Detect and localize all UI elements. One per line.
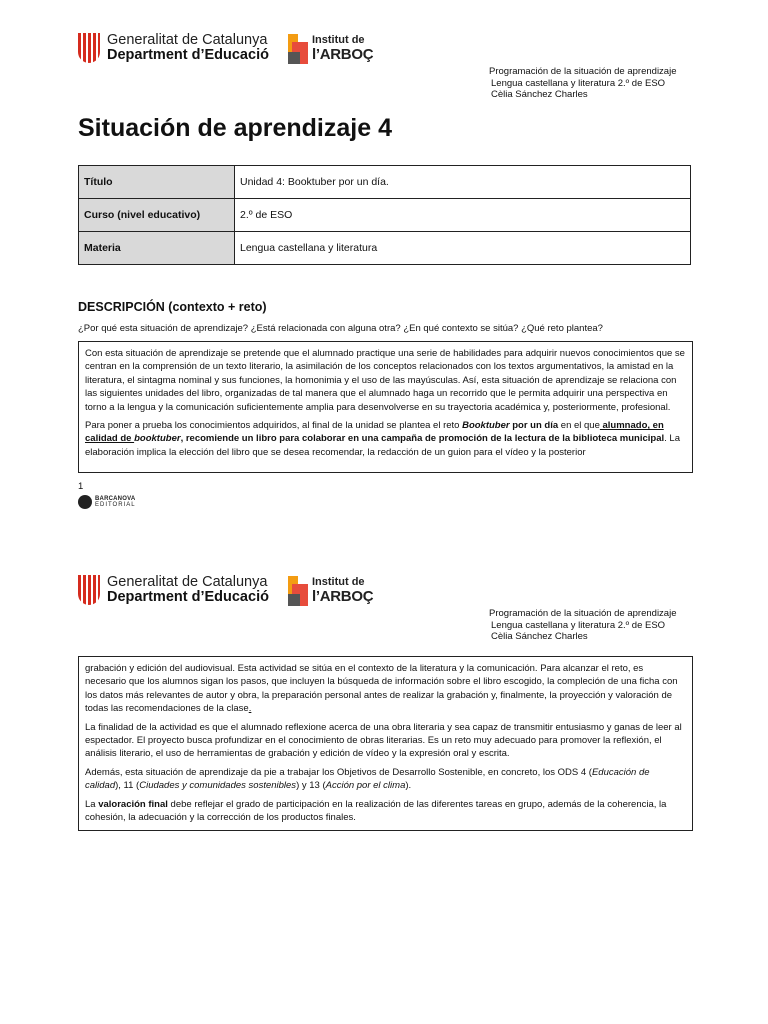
table-label: Curso (nivel educativo) <box>79 199 235 232</box>
institut-logo <box>288 34 374 66</box>
institut-name: l’ARBOÇ <box>312 588 374 605</box>
header-info-line: Programación de la situación de aprendizaje <box>489 608 677 619</box>
table-value: Unidad 4: Booktuber por un día. <box>235 166 691 199</box>
institut-label: Institut de <box>312 34 365 46</box>
table-row <box>79 166 691 199</box>
table-row <box>79 232 691 265</box>
table-label: Título <box>79 166 235 199</box>
institut-logo <box>288 576 374 608</box>
header-info <box>489 608 676 643</box>
header-info-line: Lengua castellana y literatura 2.º de ESO <box>491 77 666 89</box>
generalitat-logo <box>78 574 269 606</box>
publisher-name: BARCANOVA <box>95 495 136 502</box>
catalan-flag-icon <box>78 575 100 605</box>
description-question: ¿Por qué esta situación de aprendizaje? ¿Está relacionada con alguna otra? ¿En qué contexto se sitúa? ¿Qué reto plantea? <box>78 323 603 334</box>
description-heading: DESCRIPCIÓN (contexto + reto) <box>78 300 267 314</box>
generalitat-name: Generalitat de Catalunya <box>107 574 268 590</box>
header-info-line: Programación de la situación de aprendizaje <box>489 66 677 77</box>
paragraph: Con esta situación de aprendizaje se pretende que el alumnado practique una serie de habilidades para adquirir nuevos conocimientos que se centran en la comprensión de un texto literario, la asimilación de los conceptos relacionados con los textos argumentativos, la amistad en la literatura, el sintagma nominal y sus funciones, la homonimia y el uso de las mayúsculas. Así, esta situación de aprendizaje se relaciona con las siguientes unidades del libro, organizadas de tal manera que el alumnado haga un recorrido que le permita adquirir una perspectiva en torno a la lengua y la comunicación suficientemente amplia para desenvolverse en su trayectoria académica y, posteriormente, profesional. <box>85 348 685 413</box>
barcanova-logo <box>78 494 136 510</box>
institut-name: l’ARBOÇ <box>312 46 374 63</box>
generalitat-logo <box>78 32 269 64</box>
description-box-continued <box>78 656 693 831</box>
department-name: Department d’Educació <box>107 589 269 605</box>
department-name: Department d’Educació <box>107 47 269 63</box>
paragraph: grabación y edición del audiovisual. Esta actividad se sitúa en el contexto de la literatura y la comunicación. Para alcanzar el reto, es necesario que los alumnos sigan los pasos, que incluyen la búsqueda de información sobre el libro escogido, la compleción de una ficha con los datos más relevantes de autor y obra, la preparación personal antes de realizar la grabación y, finalmente, la proyección y valoración de todas las recomendaciones de la clase. <box>85 663 678 715</box>
table-value: 2.º de ESO <box>235 199 691 232</box>
page-number: 1 <box>78 481 84 492</box>
description-box <box>78 341 693 473</box>
header-info-line: Cèlia Sánchez Charles <box>491 89 588 100</box>
barcanova-icon <box>78 495 92 509</box>
table-value: Lengua castellana y literatura <box>235 232 691 265</box>
table-row <box>79 199 691 232</box>
info-table <box>78 165 691 265</box>
paragraph: La finalidad de la actividad es que el alumnado reflexione acerca de una obra literaria y sea capaz de transmitir entusiasmo y ganas de leer al espectador. El proyecto busca profundizar en el conocimiento de obras literarias. Es un reto muy adecuado para promover la reflexión, el análisis literario, el uso de herramientas de grabación y edición de vídeo y la expresión oral y escrita. <box>85 721 682 760</box>
table-label: Materia <box>79 232 235 265</box>
paragraph: La valoración final debe reflejar el grado de participación en la realización de las diferentes tareas en grupo, además de la coherencia, la cohesión, la adecuación y la corrección de los productos finales. <box>85 798 667 824</box>
publisher-sub: EDITORIAL <box>95 502 136 508</box>
catalan-flag-icon <box>78 33 100 63</box>
institut-label: Institut de <box>312 576 365 588</box>
header-info <box>489 66 676 101</box>
generalitat-name: Generalitat de Catalunya <box>107 32 268 48</box>
page-title: Situación de aprendizaje 4 <box>78 114 392 142</box>
paragraph: Además, esta situación de aprendizaje da pie a trabajar los Objetivos de Desarrollo Sostenible, en concreto, los ODS 4 (Educación de calidad), 11 (Ciudades y comunidades sostenibles) y 13 (Acción por el clima). <box>85 766 650 792</box>
header-info-line: Lengua castellana y literatura 2.º de ESO <box>491 619 666 631</box>
paragraph: Para poner a prueba los conocimientos adquiridos, al final de la unidad se plantea el reto Booktuber por un día en el que alumnado, en calidad de booktuber, recomiende un libro para colaborar en una campaña de promoción de la lectura de la biblioteca municipal. La elaboración implica la elección del libro que se desea recomendar, la redacción de un guion para el vídeo y la posterior <box>85 420 680 458</box>
header-info-line: Cèlia Sánchez Charles <box>491 631 588 642</box>
